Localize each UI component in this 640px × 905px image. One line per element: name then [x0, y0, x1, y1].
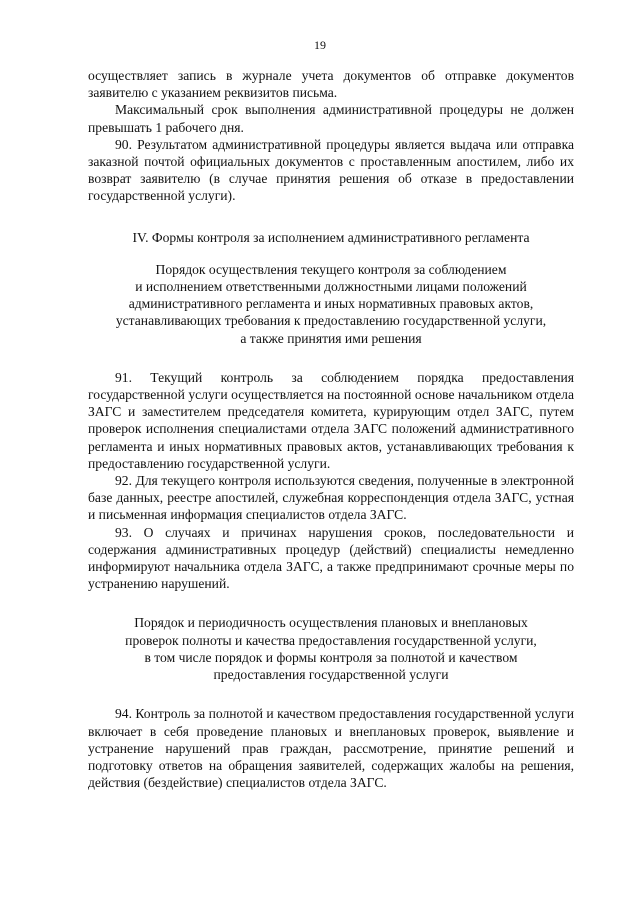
subheading-line: проверок полноты и качества предоставления государственной услуги, — [125, 632, 537, 648]
paragraph-91: 91. Текущий контроль за соблюдением порядка предоставления государственной услуги осуществляется на постоянной основе начальником отдела ЗАГС и заместителем председателя комитета, курирующим отдел ЗАГС, путем проверок исполнения специалистами отдела ЗАГС положений административного регламента и иных нормативных правовых актов, устанавливающих требования к предоставлению государственной услуги. — [88, 369, 574, 471]
subheading-inspections — [88, 614, 574, 683]
paragraph-94: 94. Контроль за полнотой и качеством предоставления государственной услуги включает в себя проведение плановых и внеплановых проверок, выявление и устранение нарушений прав граждан, рассмотрение, принятие решений и подготовку ответов на обращения заявителей, содержащих жалобы на решения, действия (бездействие) специалистов отдела ЗАГС. — [88, 706, 574, 791]
paragraph-90: 90. Результатом административной процедуры является выдача или отправка заказной почтой официальных документов с проставленным апостилем, либо их возврат заявителю (в случае принятия решения об отказе в предоставлении государственной услуги). — [88, 136, 574, 204]
document-body — [88, 67, 574, 791]
subheading-line: в том числе порядок и формы контроля за полнотой и качеством — [144, 649, 518, 665]
paragraph-92: 92. Для текущего контроля используются сведения, полученные в электронной базе данных, реестре апостилей, служебная корреспонденция отдела ЗАГС, устная и письменная информация специалистов отдела ЗАГС. — [88, 473, 574, 523]
subheading-current-control — [88, 261, 574, 347]
subheading-line: Порядок осуществления текущего контроля за соблюдением — [155, 261, 507, 277]
paragraph-group-current-control — [88, 369, 574, 593]
paragraph-max-term: Максимальный срок выполнения административной процедуры не должен превышать 1 рабочего дня. — [88, 102, 574, 135]
subheading-line: устанавливающих требования к предоставлению государственной услуги, — [115, 313, 547, 329]
page-number: 19 — [314, 38, 326, 52]
paragraph-group-inspections — [88, 705, 574, 791]
subheading-line: и исполнением ответственными должностными лицами положений — [135, 279, 527, 295]
paragraph-continuation: осуществляет запись в журнале учета документов об отправке документов заявителю с указанием реквизитов письма. — [88, 68, 574, 101]
subheading-line: а также принятия ими решения — [240, 330, 422, 346]
section-title: IV. Формы контроля за исполнением административного регламента — [132, 229, 530, 245]
subheading-line: предоставления государственной услуги — [213, 667, 449, 683]
paragraph-93: 93. О случаях и причинах нарушения сроков, последовательности и содержания административных процедур (действий) специалисты немедленно информируют начальника отдела ЗАГС, а также предпринимают срочные меры по устранению нарушений. — [88, 524, 574, 592]
subheading-line: административного регламента и иных нормативных правовых актов, — [128, 296, 534, 312]
subheading-line: Порядок и периодичность осуществления плановых и внеплановых — [134, 615, 528, 631]
